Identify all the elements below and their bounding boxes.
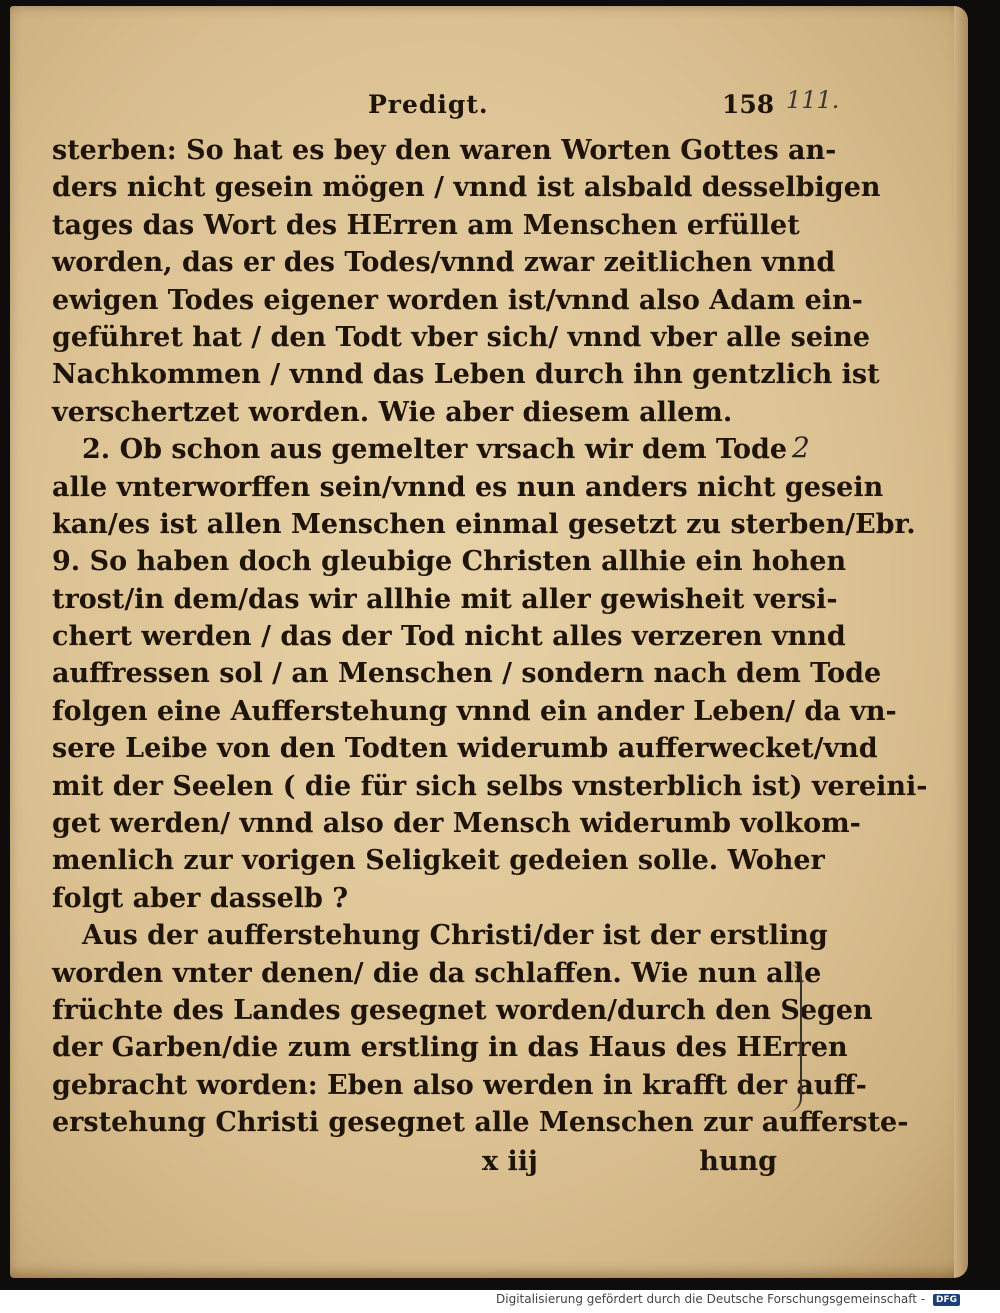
text-line: ewigen Todes eigener worden ist/vnnd also Adam ein- [52,284,863,316]
book-page [10,6,968,1278]
text-line: früchte des Landes gesegnet worden/durch den Segen [52,994,873,1026]
text-line: gebracht worden: Eben also werden in krafft der auff- [52,1069,867,1101]
text-line: der Garben/die zum erstling in das Haus des HErren [52,1032,848,1064]
text-line: sere Leibe von den Todten widerumb aufferwecket/vnd [52,733,878,765]
text-line: menlich zur vorigen Seligkeit gedeien solle. Woher [52,845,825,877]
margin-bracket [780,964,802,1112]
text-line: worden vnter denen/ die da schlaffen. Wie nun alle [52,957,822,989]
footer-text: Digitalisierung gefördert durch die Deutsche Forschungsgemeinschaft - [496,1292,926,1306]
page-number: 158 [722,90,775,119]
footer-credit [0,1292,1000,1313]
page-edge [954,6,968,1278]
text-line: worden, das er des Todes/vnnd zwar zeitlichen vnnd [52,247,836,279]
text-line: mit der Seelen ( die für sich selbs vnsterblich ist) vereini- [52,770,928,802]
body-text [52,132,928,1142]
text-line: verschertzet worden. Wie aber diesem allem. [52,396,733,428]
running-head: Predigt. [368,90,489,119]
text-line: geführet hat / den Todt vber sich/ vnnd vber alle seine [52,321,871,353]
text-line: get werden/ vnnd also der Mensch widerumb volkom- [52,808,861,840]
page-header [10,84,968,124]
catchline [52,1146,787,1186]
text-line: folgt aber dasselb ? [52,882,349,914]
signature-mark: x iij [482,1146,538,1177]
text-line: ders nicht gesein mögen / vnnd ist alsbald desselbigen [52,172,881,204]
text-line: folgen eine Aufferstehung vnnd ein ander Leben/ da vn- [52,695,897,727]
catchword: hung [699,1146,777,1177]
text-line: sterben: So hat es bey den waren Worten Gottes an- [52,135,837,166]
text-line: kan/es ist allen Menschen einmal gesetzt zu sterben/Ebr. [52,508,916,540]
text-line: alle vnterworffen sein/vnnd es nun anders nicht gesein [52,471,884,503]
dfg-logo: DFG [933,1294,960,1306]
margin-note-number: 2 [792,431,810,464]
text-line: auffressen sol / an Menschen / sondern nach dem Tode [52,658,882,690]
text-line: 9. So haben doch gleubige Christen allhie ein hohen [52,546,847,578]
text-line: erstehung Christi gesegnet alle Menschen zur aufferste- [52,1107,909,1139]
text-line: Aus der aufferstehung Christi/der ist der erstling [82,920,828,952]
text-line: trost/in dem/das wir allhie mit aller gewisheit versi- [52,583,838,615]
text-line: Nachkommen / vnnd das Leben durch ihn gentzlich ist [52,359,880,391]
text-line: tages das Wort des HErren am Menschen erfüllet [52,209,800,241]
text-line: chert werden / das der Tod nicht alles verzeren vnnd [52,621,846,653]
pencil-folio-mark: 111. [786,86,840,114]
text-line: 2. Ob schon aus gemelter vrsach wir dem Tode [82,434,788,466]
